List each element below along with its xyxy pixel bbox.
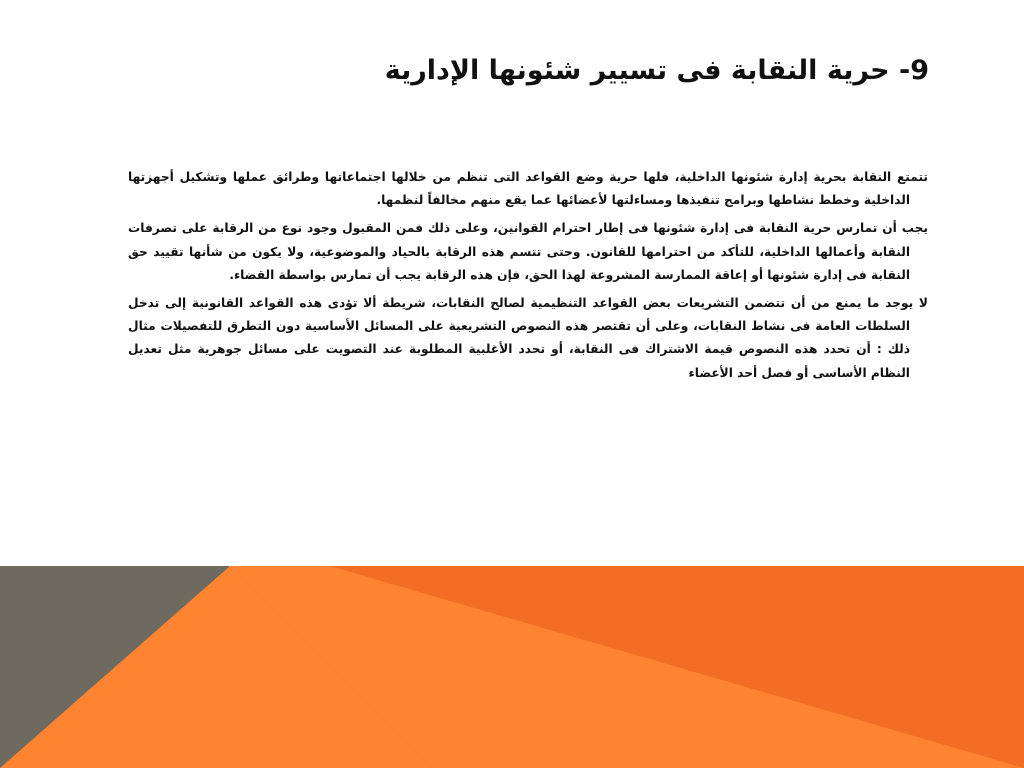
paragraph-2: يجب أن تمارس حرية النقابة فى إدارة شئونها فى إطار احترام القوانين، وعلى ذلك فمن المقبول وجود نوع من الرقابة على تصرفات النقابة وأعمالها الداخلية، للتأكد من احترامها للقانون. وحتى تتسم هذه الرقابة بالحياد والموضوعية، ولا يكون من شأنها تقييد حق النقابة فى إدارة شئونها أو إعاقة الممارسة المشروعة لهذا الحق، فإن هذه الرقابة يجب أن تمارس بواسطة القضاء. — [128, 221, 928, 282]
paragraph-3: لا يوجد ما يمنع من أن تتضمن التشريعات بعض القواعد التنظيمية لصالح النقابات، شريطة ألا تؤدى هذه القواعد القانونية إلى تدخل السلطات العامة فى نشاط النقابات، وعلى أن تقتصر هذه النصوص التشريعية على المسائل الأساسية دون التطرق للتفصيلات مثال ذلك : أن تحدد هذه النصوص قيمة الاشتراك فى النقابة، أو تحدد الأغلبية المطلوبة عند التصويت على مسائل جوهرية مثل تعديل النظام الأساسى أو فصل أحد الأعضاء — [128, 296, 928, 380]
slide-title: 9- حرية النقابة فى تسيير شئونها الإدارية — [384, 55, 929, 86]
decorative-footer-band — [0, 566, 1024, 768]
slide-body — [128, 166, 928, 390]
paragraph-1: تتمتع النقابة بحرية إدارة شئونها الداخلية، فلها حرية وضع القواعد التى تنظم من خلالها اجتماعاتها وطرائق عملها وتشكيل أجهزتها الداخلية وخطط نشاطها وبرامج تنفيذها ومساءلتها لأعضائها عما يقع منهم مخالفاً لنظمها. — [128, 170, 928, 208]
